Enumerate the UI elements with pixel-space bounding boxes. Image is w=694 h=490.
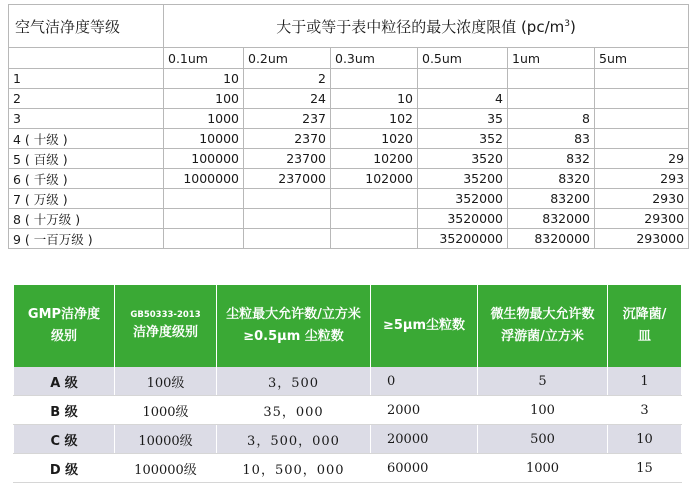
gmp-header-cell [217,285,371,367]
iso-value-cell [508,89,595,109]
gmp-header-cell [371,285,478,367]
iso-table-body [9,69,689,249]
iso-class-cell: 2 [9,89,164,109]
iso-value-cell [508,69,595,89]
gmp-header-line: 微生物最大允许数 [490,307,595,322]
iso-value-cell: 4 [418,89,508,109]
iso-size-cell: 1um [508,48,595,69]
iso-table-row [9,109,689,129]
iso-value-cell [244,209,331,229]
iso-value-cell: 237 [244,109,331,129]
iso-value-cell: 23700 [244,149,331,169]
gmp-settle-cell: 10 [608,425,682,454]
gmp-dust5-cell: 0 [371,367,478,396]
iso-value-cell: 8 [508,109,595,129]
gmp-header-row [14,285,682,367]
gmp-airborne-cell: 5 [478,367,608,396]
gmp-airborne-cell: 1000 [478,454,608,483]
gmp-header-cell [14,285,115,367]
iso-table-row [9,69,689,89]
iso-value-cell: 832 [508,149,595,169]
gmp-header-line: 尘粒最大允许数/立方米 [226,307,361,322]
iso-value-cell [331,69,418,89]
iso-title [164,5,689,48]
iso-value-cell: 35200 [418,169,508,189]
iso-value-cell [244,229,331,249]
gmp-header-line: 皿 [637,329,651,344]
iso-value-cell: 2930 [595,189,689,209]
gmp-header-small: GB50333-2013 [130,310,201,320]
iso-size-cell: 0.1um [164,48,244,69]
iso-value-cell: 10 [331,89,418,109]
iso-value-cell [418,69,508,89]
iso-table-row [9,149,689,169]
gmp-dust5-cell: 2000 [371,396,478,425]
iso-value-cell: 8320 [508,169,595,189]
iso-value-cell [164,189,244,209]
gmp-grade-cell: D 级 [14,454,115,483]
gmp-table-row [14,425,682,454]
iso-title-prefix: 大于或等于表中粒径的最大浓度限值 (pc/m [276,17,565,36]
iso-value-cell: 2370 [244,129,331,149]
iso-value-cell: 352 [418,129,508,149]
iso-class-cell: 3 [9,109,164,129]
iso-class-cell: 8 ( 十万级 ) [9,209,164,229]
gmp-header-cell [478,285,608,367]
gmp-airborne-cell: 500 [478,425,608,454]
iso-table-row [9,169,689,189]
gmp-header-line: ≥5μm尘粒数 [382,318,466,333]
iso-value-cell: 102 [331,109,418,129]
gmp-settle-cell: 1 [608,367,682,396]
iso-class-cell: 7 ( 万级 ) [9,189,164,209]
iso-value-cell: 10200 [331,149,418,169]
iso-value-cell: 3520 [418,149,508,169]
iso-value-cell [595,129,689,149]
iso-value-cell [331,189,418,209]
iso-title-suffix: ) [569,17,576,36]
gmp-dust5-cell: 60000 [371,454,478,483]
iso-value-cell: 100000 [164,149,244,169]
iso-value-cell [595,89,689,109]
iso-value-cell: 83 [508,129,595,149]
iso-value-cell [595,69,689,89]
gmp-dust05-cell: 3，500，000 [217,425,371,454]
iso-size-cell: 0.3um [331,48,418,69]
gmp-dust5-cell: 20000 [371,425,478,454]
gmp-grade-cell: A 级 [14,367,115,396]
iso-size-cell: 5um [595,48,689,69]
iso-value-cell: 35200000 [418,229,508,249]
gmp-table-row [14,454,682,483]
gmp-header-cell [115,285,217,367]
iso-value-cell: 1000 [164,109,244,129]
iso-value-cell [331,209,418,229]
gmp-table-row [14,396,682,425]
gmp-airborne-cell: 100 [478,396,608,425]
iso-size-cell: 0.2um [244,48,331,69]
iso-value-cell: 352000 [418,189,508,209]
iso-value-cell: 83200 [508,189,595,209]
iso-title-sup: 3 [564,18,570,29]
iso-value-cell [164,209,244,229]
gmp-table-row [14,367,682,396]
iso-class-cell: 5 ( 百级 ) [9,149,164,169]
gmp-header-line: 洁净度级别 [132,325,198,340]
iso-table-row [9,129,689,149]
iso-value-cell: 237000 [244,169,331,189]
iso-value-cell [244,189,331,209]
gmp-gb-cell: 100000级 [115,454,217,483]
gmp-dust05-cell: 10，500，000 [217,454,371,483]
gmp-grade-cell: B 级 [14,396,115,425]
iso-value-cell: 293 [595,169,689,189]
iso-table-row [9,89,689,109]
iso-value-cell: 35 [418,109,508,129]
gmp-header-line: 浮游菌/立方米 [501,329,584,344]
gmp-header-line: GMP洁净度 [27,307,101,322]
iso-value-cell: 2 [244,69,331,89]
gmp-settle-cell: 3 [608,396,682,425]
iso-class-cell: 9 ( 一百万级 ) [9,229,164,249]
iso-table-row [9,209,689,229]
iso-size-cell: 0.5um [418,48,508,69]
iso-class-cell: 6 ( 千级 ) [9,169,164,189]
iso-header-row [9,5,689,48]
iso-value-cell: 24 [244,89,331,109]
gmp-gb-cell: 1000级 [115,396,217,425]
gmp-gb-cell: 10000级 [115,425,217,454]
iso-value-cell: 10 [164,69,244,89]
iso-cleanliness-table [8,4,689,249]
iso-value-cell: 102000 [331,169,418,189]
iso-value-cell: 100 [164,89,244,109]
gmp-header-line: 级别 [50,329,77,344]
iso-value-cell: 29 [595,149,689,169]
iso-table-row [9,229,689,249]
iso-table-row [9,189,689,209]
gmp-table-body [14,367,682,483]
iso-value-cell: 10000 [164,129,244,149]
iso-value-cell [331,229,418,249]
iso-value-cell [595,109,689,129]
gmp-dust05-cell: 35，000 [217,396,371,425]
iso-corner-label: 空气洁净度等级 [9,5,164,48]
iso-value-cell: 8320000 [508,229,595,249]
iso-value-cell: 293000 [595,229,689,249]
gmp-settle-cell: 15 [608,454,682,483]
gmp-header-line: 沉降菌/ [622,307,667,322]
iso-class-cell: 1 [9,69,164,89]
iso-value-cell: 3520000 [418,209,508,229]
iso-value-cell [164,229,244,249]
iso-value-cell: 832000 [508,209,595,229]
gmp-dust05-cell: 3，500 [217,367,371,396]
iso-value-cell: 1020 [331,129,418,149]
iso-size-row [9,48,689,69]
gmp-grade-cell: C 级 [14,425,115,454]
gmp-header-line: ≥0.5μm 尘粒数 [243,329,344,344]
iso-class-cell: 4 ( 十级 ) [9,129,164,149]
gmp-cleanliness-table [13,285,682,483]
iso-value-cell: 29300 [595,209,689,229]
gmp-header-cell [608,285,682,367]
iso-value-cell: 1000000 [164,169,244,189]
gmp-gb-cell: 100级 [115,367,217,396]
iso-size-blank [9,48,164,69]
